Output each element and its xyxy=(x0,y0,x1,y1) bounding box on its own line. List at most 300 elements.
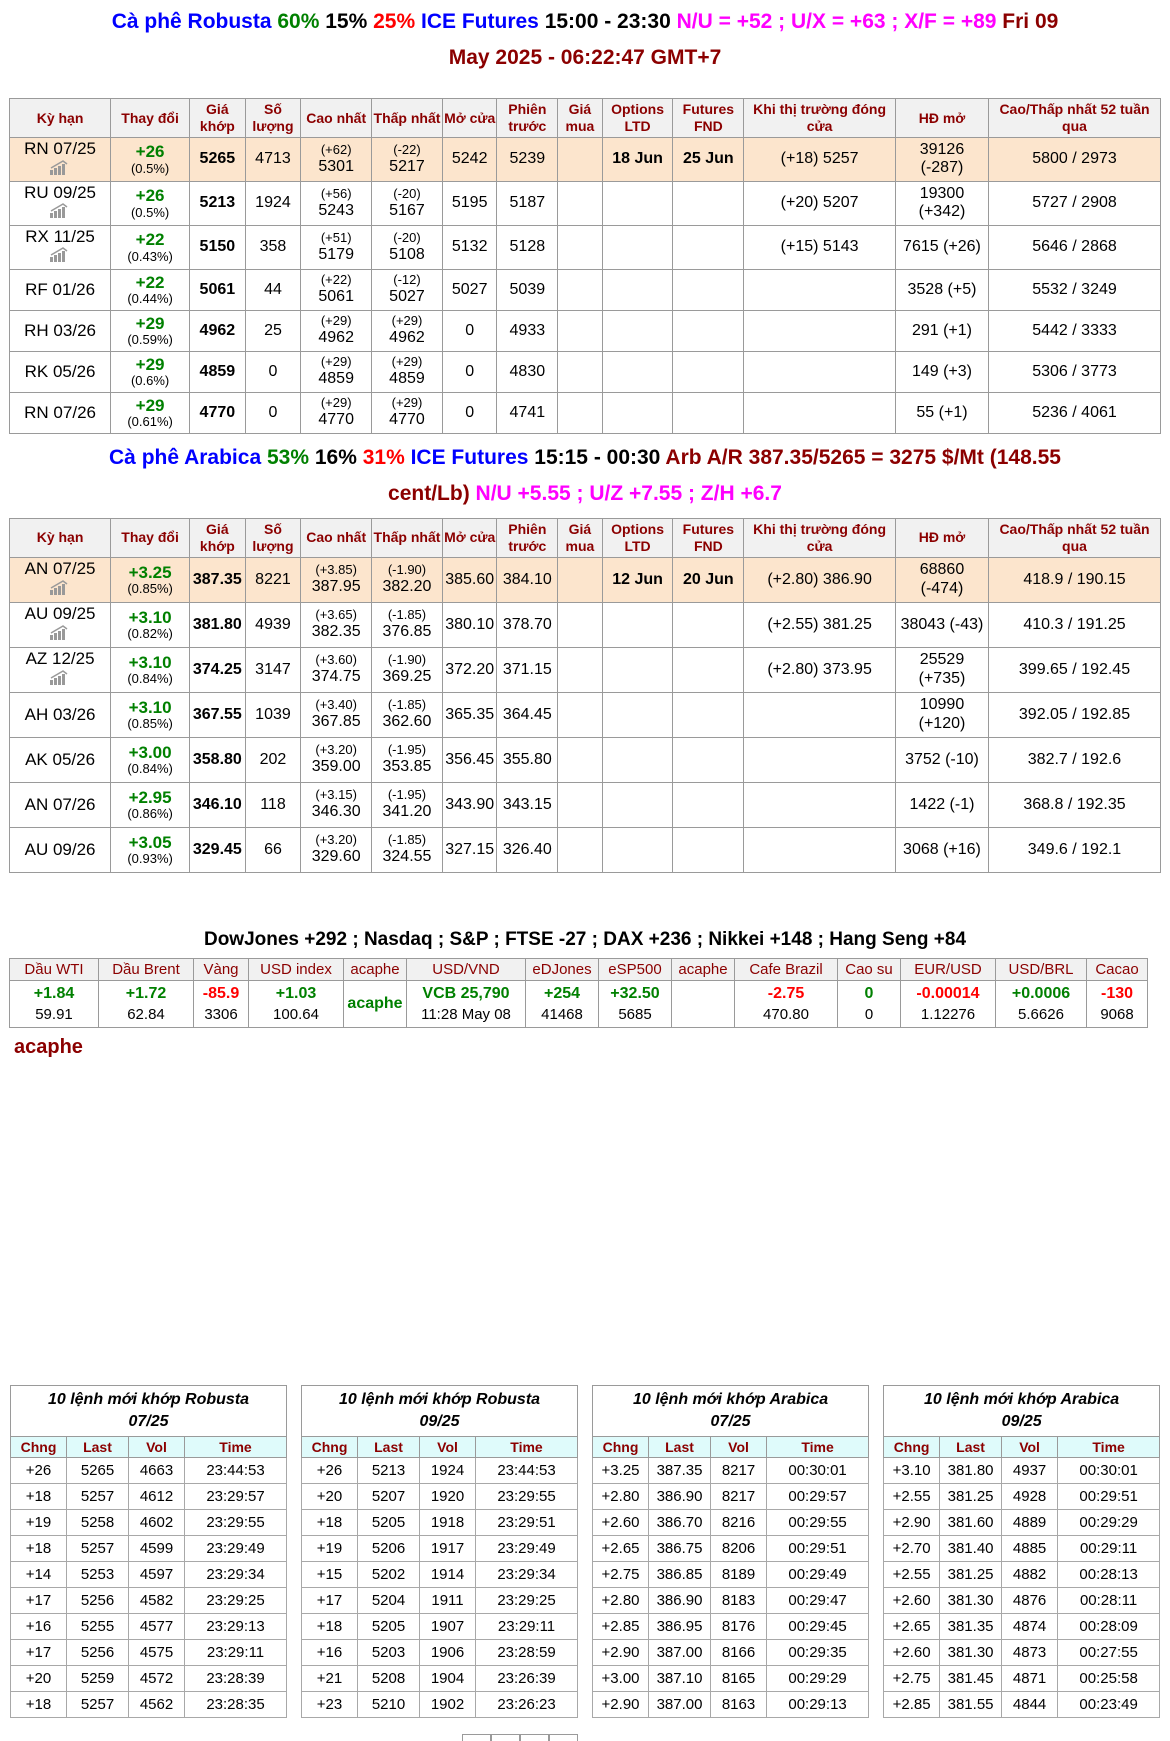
volume: 1924 xyxy=(245,181,301,225)
market-label: Cafe Brazil xyxy=(734,958,838,981)
mini-chart-icon[interactable] xyxy=(48,580,72,600)
market-change: +1.72 xyxy=(125,984,167,1002)
high-cell xyxy=(301,647,372,692)
market-value: 0 xyxy=(864,1005,874,1023)
order-vol: 4575 xyxy=(129,1640,185,1666)
change-value: +3.00 xyxy=(128,742,172,762)
change-percent: (0.43%) xyxy=(127,248,173,264)
futures-fnd xyxy=(673,737,744,782)
options-ltd xyxy=(602,181,673,225)
order-col-header: Time xyxy=(185,1437,287,1458)
market-value: 3306 xyxy=(204,1005,238,1023)
high-delta: (+29) xyxy=(320,313,352,329)
order-last: 386.70 xyxy=(649,1510,711,1536)
order-vol: 8217 xyxy=(711,1458,767,1484)
change-value: +29 xyxy=(135,395,165,415)
order-chg: +17 xyxy=(302,1588,358,1614)
prev-session: 326.40 xyxy=(497,827,558,872)
order-time: 00:25:58 xyxy=(1058,1666,1160,1692)
high-cell xyxy=(301,782,372,827)
change-percent: (0.84%) xyxy=(127,761,173,777)
high-delta: (+29) xyxy=(320,354,352,370)
options-ltd xyxy=(602,602,673,647)
contract-code: AK 05/26 xyxy=(25,750,96,770)
open-price: 0 xyxy=(442,310,497,351)
low-delta: (-20) xyxy=(393,229,421,245)
open-interest: 38043 (-43) xyxy=(895,602,988,647)
order-last: 381.45 xyxy=(940,1666,1002,1692)
market-column xyxy=(98,958,194,1028)
contract-code: RN 07/25 xyxy=(24,139,96,158)
contract-code: AZ 12/25 xyxy=(25,649,95,669)
high-price: 5301 xyxy=(318,157,354,175)
term-cell xyxy=(10,310,111,351)
high-delta: (+3.60) xyxy=(315,652,357,668)
options-ltd: 18 Jun xyxy=(602,138,673,182)
mini-chart-icon[interactable] xyxy=(48,160,72,180)
order-time: 23:44:53 xyxy=(185,1458,287,1484)
order-chg: +2.75 xyxy=(593,1562,649,1588)
futures-row xyxy=(10,647,1161,692)
open-interest: 25529 (+735) xyxy=(895,647,988,692)
term-cell xyxy=(10,602,111,647)
mini-chart-icon[interactable] xyxy=(48,203,72,223)
order-chg: +2.85 xyxy=(593,1614,649,1640)
partial-table-fragment xyxy=(462,1734,578,1741)
mini-chart-icon[interactable] xyxy=(48,247,72,267)
order-last: 381.60 xyxy=(940,1510,1002,1536)
volume: 0 xyxy=(245,351,301,392)
market-cell xyxy=(406,981,526,1028)
order-last: 5258 xyxy=(67,1510,129,1536)
futures-row xyxy=(10,310,1161,351)
column-header: Cao nhất xyxy=(301,99,372,138)
futures-row xyxy=(10,692,1161,737)
order-chg: +17 xyxy=(11,1640,67,1666)
order-chg: +2.80 xyxy=(593,1588,649,1614)
order-chg: +20 xyxy=(11,1666,67,1692)
arabica-table xyxy=(9,518,1161,873)
last-price: 374.25 xyxy=(190,647,246,692)
order-row xyxy=(884,1614,1160,1640)
order-row xyxy=(11,1510,287,1536)
futures-fnd xyxy=(673,269,744,310)
order-last: 5253 xyxy=(67,1562,129,1588)
order-time: 00:28:11 xyxy=(1058,1588,1160,1614)
order-last: 5205 xyxy=(358,1614,420,1640)
market-column xyxy=(248,958,344,1028)
order-col-header: Last xyxy=(649,1437,711,1458)
order-last: 5207 xyxy=(358,1484,420,1510)
high-price: 382.35 xyxy=(311,623,361,641)
volume: 0 xyxy=(245,392,301,433)
order-time: 00:29:11 xyxy=(1058,1536,1160,1562)
market-column xyxy=(671,958,735,1028)
column-header: Khi thị trường đóng cửa xyxy=(744,99,896,138)
order-chg: +18 xyxy=(302,1614,358,1640)
order-vol: 8216 xyxy=(711,1510,767,1536)
order-chg: +16 xyxy=(302,1640,358,1666)
prev-session: 371.15 xyxy=(497,647,558,692)
last-price: 329.45 xyxy=(190,827,246,872)
term-cell xyxy=(10,138,111,182)
term-cell xyxy=(10,647,111,692)
order-chg: +2.70 xyxy=(884,1536,940,1562)
market-change: -130 xyxy=(1100,984,1134,1002)
volume: 8221 xyxy=(245,557,301,602)
after-close: (+20) 5207 xyxy=(744,181,896,225)
order-vol: 8166 xyxy=(711,1640,767,1666)
order-table-title xyxy=(884,1386,1160,1437)
futures-row xyxy=(10,225,1161,269)
order-time: 00:29:51 xyxy=(767,1536,869,1562)
order-chg: +2.90 xyxy=(884,1510,940,1536)
change-value: +3.10 xyxy=(128,652,172,672)
headline-segment: 53% xyxy=(266,445,315,469)
options-ltd xyxy=(602,225,673,269)
order-vol: 4602 xyxy=(129,1510,185,1536)
column-header: Cao/Thấp nhất 52 tuần qua xyxy=(989,99,1161,138)
order-vol: 8165 xyxy=(711,1666,767,1692)
prev-session: 378.70 xyxy=(497,602,558,647)
order-vol: 8217 xyxy=(711,1484,767,1510)
market-column xyxy=(995,958,1087,1028)
after-close xyxy=(744,782,896,827)
order-vol: 4582 xyxy=(129,1588,185,1614)
order-row xyxy=(302,1458,578,1484)
last-price: 5213 xyxy=(190,181,246,225)
week52-range: 382.7 / 192.6 xyxy=(989,737,1161,782)
order-time: 23:29:51 xyxy=(476,1510,578,1536)
mini-chart-icon[interactable] xyxy=(48,625,72,645)
order-title-line2: 07/25 xyxy=(710,1413,751,1430)
order-row xyxy=(884,1640,1160,1666)
low-cell xyxy=(372,737,443,782)
market-change: acaphe xyxy=(347,994,403,1012)
column-header: Thấp nhất xyxy=(372,99,443,138)
open-price: 356.45 xyxy=(442,737,497,782)
change-cell xyxy=(111,782,190,827)
order-last: 5257 xyxy=(67,1536,129,1562)
market-label: Vàng xyxy=(193,958,249,981)
order-time: 00:29:57 xyxy=(767,1484,869,1510)
volume: 4939 xyxy=(245,602,301,647)
open-interest: 7615 (+26) xyxy=(895,225,988,269)
week52-range: 5646 / 2868 xyxy=(989,225,1161,269)
low-delta: (-1.85) xyxy=(387,697,427,713)
market-value: 9068 xyxy=(1100,1005,1134,1023)
order-chg: +2.55 xyxy=(884,1484,940,1510)
change-value: +26 xyxy=(135,186,165,206)
futures-fnd: 25 Jun xyxy=(673,138,744,182)
low-cell xyxy=(372,692,443,737)
high-price: 367.85 xyxy=(311,713,361,731)
headline-segment: May 2025 - 06:22:47 GMT+7 xyxy=(448,46,722,69)
order-row xyxy=(593,1588,869,1614)
low-delta: (-1.90) xyxy=(387,562,427,578)
open-price: 385.60 xyxy=(442,557,497,602)
order-time: 23:29:57 xyxy=(185,1484,287,1510)
order-chg: +21 xyxy=(302,1666,358,1692)
high-cell xyxy=(301,827,372,872)
order-col-header: Last xyxy=(358,1437,420,1458)
order-table xyxy=(883,1385,1160,1718)
change-percent: (0.61%) xyxy=(127,414,173,430)
column-header: Phiên trước xyxy=(497,518,558,557)
change-cell xyxy=(111,310,190,351)
headline-segment: 16% xyxy=(314,445,363,469)
order-time: 00:29:29 xyxy=(767,1666,869,1692)
bid-price xyxy=(558,647,603,692)
options-ltd xyxy=(602,392,673,433)
headline-segment: Cà phê Arabica xyxy=(109,445,267,469)
bid-price xyxy=(558,392,603,433)
order-col-header: Last xyxy=(940,1437,1002,1458)
order-last: 5208 xyxy=(358,1666,420,1692)
order-time: 23:29:11 xyxy=(476,1614,578,1640)
change-cell xyxy=(111,392,190,433)
market-label: eDJones xyxy=(525,958,599,981)
after-close xyxy=(744,827,896,872)
robusta-headline-line2 xyxy=(0,40,1170,76)
order-last: 5256 xyxy=(67,1588,129,1614)
futures-fnd xyxy=(673,225,744,269)
volume: 44 xyxy=(245,269,301,310)
market-label: USD index xyxy=(248,958,344,981)
headline-segment: 31% xyxy=(362,445,411,469)
order-vol: 4612 xyxy=(129,1484,185,1510)
order-last: 381.40 xyxy=(940,1536,1002,1562)
order-time: 00:29:49 xyxy=(767,1562,869,1588)
order-row xyxy=(302,1510,578,1536)
open-interest: 55 (+1) xyxy=(895,392,988,433)
order-row xyxy=(11,1588,287,1614)
order-vol: 4572 xyxy=(129,1666,185,1692)
last-price: 358.80 xyxy=(190,737,246,782)
bid-price xyxy=(558,602,603,647)
order-col-header: Vol xyxy=(1002,1437,1058,1458)
contract-code: RX 11/25 xyxy=(25,226,95,246)
contract-code: AU 09/26 xyxy=(24,840,96,860)
order-vol: 8183 xyxy=(711,1588,767,1614)
order-chg: +2.60 xyxy=(593,1510,649,1536)
change-value: +26 xyxy=(135,142,165,162)
change-cell xyxy=(111,647,190,692)
high-cell xyxy=(301,310,372,351)
order-title-row xyxy=(593,1386,869,1437)
market-column xyxy=(525,958,599,1028)
contract-code: RU 09/25 xyxy=(24,182,96,202)
order-chg: +18 xyxy=(11,1484,67,1510)
high-price: 5243 xyxy=(318,201,354,219)
order-chg: +2.75 xyxy=(884,1666,940,1692)
term-cell xyxy=(10,351,111,392)
low-price: 341.20 xyxy=(382,803,432,821)
high-cell xyxy=(301,269,372,310)
high-delta: (+22) xyxy=(320,272,352,288)
market-cell xyxy=(248,981,344,1028)
after-close: (+2.80) 386.90 xyxy=(744,557,896,602)
high-price: 387.95 xyxy=(311,578,361,596)
order-vol: 1904 xyxy=(420,1666,476,1692)
low-delta: (-20) xyxy=(393,185,421,201)
headline-segment: N/U = +52 ; U/X = +63 ; X/F = +89 xyxy=(676,10,1003,33)
order-row xyxy=(884,1458,1160,1484)
order-vol: 4871 xyxy=(1002,1666,1058,1692)
week52-range: 5727 / 2908 xyxy=(989,181,1161,225)
open-price: 343.90 xyxy=(442,782,497,827)
market-change: +0.0006 xyxy=(1011,984,1071,1002)
change-cell xyxy=(111,602,190,647)
week52-range: 5800 / 2973 xyxy=(989,138,1161,182)
column-header: Kỳ hạn xyxy=(10,99,111,138)
low-price: 324.55 xyxy=(382,848,432,866)
market-label: USD/VND xyxy=(406,958,526,981)
low-delta: (+29) xyxy=(391,313,423,329)
futures-row xyxy=(10,557,1161,602)
volume: 25 xyxy=(245,310,301,351)
prev-session: 384.10 xyxy=(497,557,558,602)
order-last: 5210 xyxy=(358,1692,420,1718)
order-title-line2: 07/25 xyxy=(128,1413,169,1430)
market-cell xyxy=(837,981,901,1028)
low-delta: (-1.95) xyxy=(387,742,427,758)
low-cell xyxy=(372,269,443,310)
futures-fnd xyxy=(673,351,744,392)
order-time: 00:23:49 xyxy=(1058,1692,1160,1718)
prev-session: 4830 xyxy=(497,351,558,392)
column-header: Giá mua xyxy=(558,518,603,557)
order-header-row xyxy=(884,1437,1160,1458)
order-table-body xyxy=(593,1458,869,1718)
high-delta: (+3.85) xyxy=(315,562,357,578)
market-value: 11:28 May 08 xyxy=(421,1005,511,1023)
order-time: 23:44:53 xyxy=(476,1458,578,1484)
order-vol: 4577 xyxy=(129,1614,185,1640)
order-col-header: Time xyxy=(1058,1437,1160,1458)
order-row xyxy=(884,1588,1160,1614)
market-column xyxy=(598,958,672,1028)
order-last: 381.25 xyxy=(940,1562,1002,1588)
order-row xyxy=(11,1692,287,1718)
order-vol: 4876 xyxy=(1002,1588,1058,1614)
week52-range: 5532 / 3249 xyxy=(989,269,1161,310)
futures-row xyxy=(10,602,1161,647)
high-cell xyxy=(301,692,372,737)
low-price: 353.85 xyxy=(382,758,432,776)
low-cell xyxy=(372,827,443,872)
order-last: 5265 xyxy=(67,1458,129,1484)
futures-row xyxy=(10,351,1161,392)
market-label: USD/BRL xyxy=(995,958,1087,981)
headline-segment: 15:00 - 23:30 xyxy=(544,10,677,33)
futures-row xyxy=(10,392,1161,433)
bid-price xyxy=(558,181,603,225)
prev-session: 343.15 xyxy=(497,782,558,827)
high-price: 359.00 xyxy=(311,758,361,776)
headline-segment: 25% xyxy=(373,10,421,33)
order-last: 387.00 xyxy=(649,1640,711,1666)
week52-range: 392.05 / 192.85 xyxy=(989,692,1161,737)
order-row xyxy=(302,1562,578,1588)
change-cell xyxy=(111,692,190,737)
futures-row xyxy=(10,782,1161,827)
futures-header-row xyxy=(10,518,1161,557)
order-chg: +23 xyxy=(302,1692,358,1718)
change-percent: (0.82%) xyxy=(127,626,173,642)
prev-session: 355.80 xyxy=(497,737,558,782)
mini-chart-icon[interactable] xyxy=(48,670,72,690)
column-header: Khi thị trường đóng cửa xyxy=(744,518,896,557)
order-chg: +26 xyxy=(11,1458,67,1484)
order-chg: +2.60 xyxy=(884,1588,940,1614)
order-chg: +26 xyxy=(302,1458,358,1484)
contract-code: RK 05/26 xyxy=(24,362,96,382)
market-column xyxy=(837,958,901,1028)
low-cell xyxy=(372,647,443,692)
market-value: 59.91 xyxy=(35,1005,73,1023)
volume: 358 xyxy=(245,225,301,269)
high-price: 4859 xyxy=(318,370,354,388)
order-chg: +2.65 xyxy=(593,1536,649,1562)
high-cell xyxy=(301,351,372,392)
low-delta: (-1.85) xyxy=(387,832,427,848)
market-change: -2.75 xyxy=(767,984,805,1002)
order-chg: +2.60 xyxy=(884,1640,940,1666)
change-percent: (0.44%) xyxy=(127,291,173,307)
order-title-line1: 10 lệnh mới khớp Arabica xyxy=(632,1391,829,1408)
order-time: 23:29:49 xyxy=(185,1536,287,1562)
bid-price xyxy=(558,737,603,782)
order-title-line2: 09/25 xyxy=(419,1413,460,1430)
order-col-header: Vol xyxy=(711,1437,767,1458)
robusta-headline-line1 xyxy=(0,0,1170,40)
open-interest: 3068 (+16) xyxy=(895,827,988,872)
change-value: +29 xyxy=(135,354,165,374)
open-interest: 39126 (-287) xyxy=(895,138,988,182)
order-chg: +2.80 xyxy=(593,1484,649,1510)
column-header: Số lượng xyxy=(245,518,301,557)
high-cell xyxy=(301,737,372,782)
bid-price xyxy=(558,692,603,737)
order-last: 5255 xyxy=(67,1614,129,1640)
high-cell xyxy=(301,602,372,647)
low-price: 362.60 xyxy=(382,713,432,731)
contract-code: RN 07/26 xyxy=(24,403,96,423)
order-last: 381.30 xyxy=(940,1588,1002,1614)
order-row xyxy=(302,1614,578,1640)
contract-code: RH 03/26 xyxy=(24,321,96,341)
order-chg: +2.55 xyxy=(884,1562,940,1588)
order-vol: 8163 xyxy=(711,1692,767,1718)
order-table xyxy=(10,1385,287,1718)
options-ltd xyxy=(602,782,673,827)
change-value: +29 xyxy=(135,313,165,333)
market-value: 41468 xyxy=(541,1005,583,1023)
market-strip xyxy=(9,958,1161,1028)
bid-price xyxy=(558,827,603,872)
order-vol: 4885 xyxy=(1002,1536,1058,1562)
options-ltd xyxy=(602,351,673,392)
options-ltd xyxy=(602,310,673,351)
order-vol: 1924 xyxy=(420,1458,476,1484)
order-time: 00:28:09 xyxy=(1058,1614,1160,1640)
term-cell xyxy=(10,225,111,269)
order-table xyxy=(301,1385,578,1718)
futures-fnd xyxy=(673,647,744,692)
market-change: VCB 25,790 xyxy=(422,984,510,1002)
volume: 4713 xyxy=(245,138,301,182)
